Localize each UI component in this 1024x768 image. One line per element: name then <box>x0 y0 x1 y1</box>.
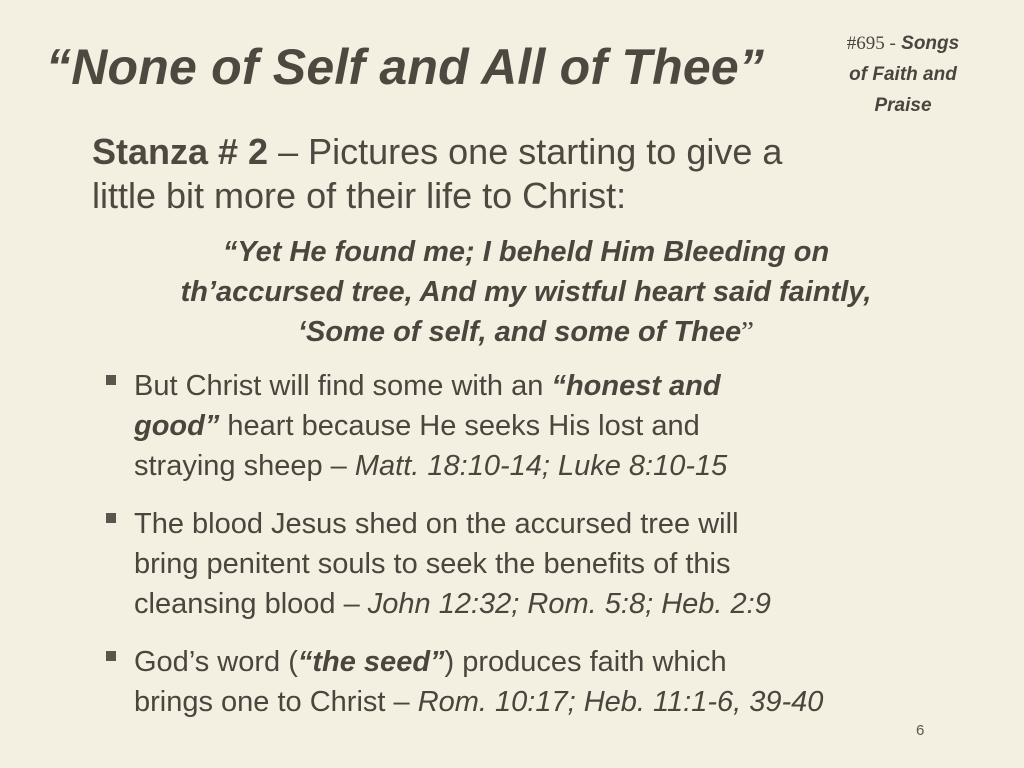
bullet-2-line-2: bring penitent souls to seek the benefits of this <box>134 548 731 580</box>
hymn-number: #695 - <box>846 33 896 54</box>
stanza-line-1 <box>92 130 952 174</box>
square-bullet-icon <box>106 375 116 385</box>
bullet-3-line-2 <box>134 682 974 722</box>
square-bullet-icon <box>106 651 116 661</box>
bullet-3-text-b: ) produces faith which <box>444 646 727 678</box>
bullet-3-text-a: God’s word ( <box>134 646 298 678</box>
page-number: 6 <box>916 722 925 739</box>
bullet-1-line-1 <box>134 366 974 406</box>
bullet-1-text-c: straying sheep – <box>134 450 355 482</box>
quote-line-2: th’accursed tree, And my wistful heart said faintly, <box>180 276 872 308</box>
bullet-2-line-3 <box>134 584 974 624</box>
bullet-2-line-1: The blood Jesus shed on the accursed tree will <box>134 508 739 540</box>
bullet-1-emphasis-b: good” <box>134 410 220 442</box>
quote-line-3-text: ‘Some of self, and some of Thee <box>297 316 742 348</box>
stanza-text-1: – Pictures one starting to give a <box>268 131 783 172</box>
songbook-name-part-2: of Faith and <box>849 64 957 85</box>
bullet-1-scripture-ref: Matt. 18:10-14; Luke 8:10-15 <box>354 450 728 482</box>
bullet-2-text-c: cleansing blood – <box>134 588 368 620</box>
bullet-3-line-1 <box>134 642 974 682</box>
slide-title: “None of Self and All of Thee” <box>46 39 765 95</box>
hymn-reference <box>820 28 986 121</box>
bullet-1-emphasis-a: “honest and <box>551 370 721 402</box>
bullet-1-text-b: heart because He seeks His lost and <box>219 410 700 442</box>
songbook-name-part-3: Praise <box>874 95 932 116</box>
bullet-list <box>104 366 974 740</box>
hymn-quote <box>96 232 956 352</box>
stanza-heading <box>92 130 952 218</box>
bullet-item-1 <box>104 366 974 486</box>
bullet-3-emphasis: “the seed” <box>297 646 445 678</box>
bullet-item-2 <box>104 504 974 624</box>
songbook-name-part-1: Songs <box>901 33 960 54</box>
square-bullet-icon <box>106 513 116 523</box>
bullet-3-scripture-ref: Rom. 10:17; Heb. 11:1-6, 39-40 <box>417 686 824 718</box>
stanza-label: Stanza # 2 <box>92 131 269 172</box>
quote-close-mark: ” <box>741 316 755 348</box>
hymn-ref-line-1 <box>820 28 986 59</box>
bullet-item-3 <box>104 642 974 722</box>
bullet-2-scripture-ref: John 12:32; Rom. 5:8; Heb. 2:9 <box>367 588 771 620</box>
bullet-1-text-a: But Christ will find some with an <box>134 370 552 402</box>
quote-line-1: “Yet He found me; I beheld Him Bleeding on <box>222 236 830 268</box>
quote-line-3 <box>96 312 956 352</box>
bullet-3-text-c: brings one to Christ – <box>134 686 418 718</box>
bullet-1-line-3 <box>134 446 974 486</box>
stanza-text-2: little bit more of their life to Christ: <box>92 175 627 216</box>
bullet-1-line-2 <box>134 406 974 446</box>
